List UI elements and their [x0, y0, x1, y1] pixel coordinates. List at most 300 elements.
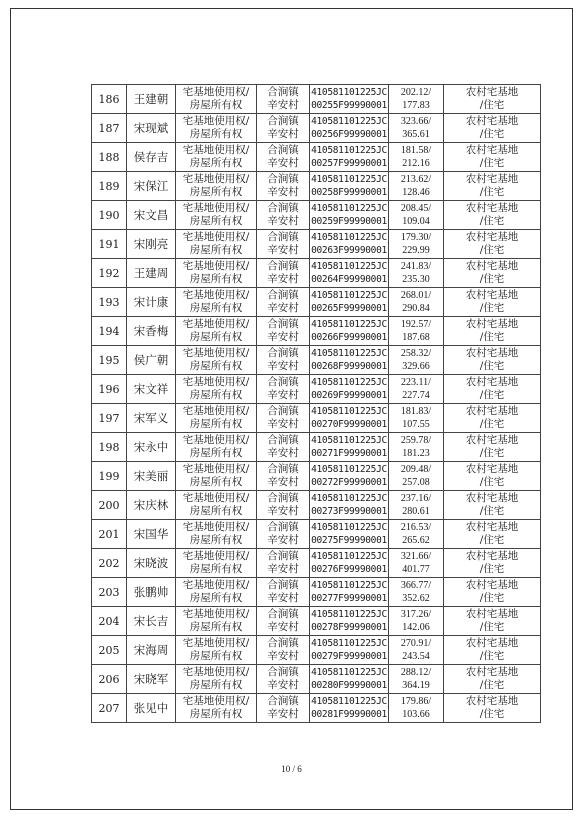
owner-name-cell: 王建朝 [127, 85, 176, 114]
registry-code-cell-line: 410581101225JC [311, 87, 387, 98]
row-number-cell: 195 [92, 346, 127, 375]
table-row [92, 346, 541, 375]
right-type-cell-line: 房屋所有权 [189, 650, 243, 662]
registry-code-cell [310, 491, 389, 520]
owner-name-cell: 宋晓军 [127, 665, 176, 694]
right-type-cell-line: 房屋所有权 [189, 592, 243, 604]
table-row [92, 433, 541, 462]
right-type-cell-line: 房屋所有权 [189, 418, 243, 430]
registry-code-cell [310, 578, 389, 607]
row-number-cell: 204 [92, 607, 127, 636]
right-type-cell [176, 433, 257, 462]
location-cell-line: 合涧镇 [267, 347, 299, 359]
registry-code-cell [310, 230, 389, 259]
owner-name-cell: 宋美丽 [127, 462, 176, 491]
registry-code-cell-line: 00280F99990001 [311, 680, 387, 691]
registry-code-cell [310, 143, 389, 172]
right-type-cell [176, 172, 257, 201]
row-number-cell: 194 [92, 317, 127, 346]
area-cell-line: 181.83/ [400, 406, 432, 417]
right-type-cell-line: 宅基地使用权/ [182, 521, 250, 533]
area-cell-line: 216.53/ [400, 522, 432, 533]
registry-code-cell [310, 433, 389, 462]
area-cell [389, 549, 444, 578]
registry-code-cell-line: 00270F99990001 [311, 419, 387, 430]
location-cell-line: 辛安村 [267, 534, 299, 546]
land-use-cell-line: 农村宅基地 [465, 318, 519, 330]
land-use-cell [444, 230, 541, 259]
area-cell-line: 235.30 [402, 274, 430, 285]
area-cell [389, 172, 444, 201]
row-number-cell: 190 [92, 201, 127, 230]
area-cell-line: 179.86/ [400, 696, 432, 707]
land-use-cell-line: /住宅 [479, 621, 505, 633]
land-use-cell-line: /住宅 [479, 331, 505, 343]
registry-code-cell-line: 00265F99990001 [311, 303, 387, 314]
land-use-cell-line: 农村宅基地 [465, 637, 519, 649]
area-cell-line: 177.83 [402, 100, 430, 111]
row-number-cell: 189 [92, 172, 127, 201]
land-use-cell [444, 607, 541, 636]
area-cell-line: 366.77/ [400, 580, 432, 591]
area-cell-line: 229.99 [402, 245, 430, 256]
right-type-cell-line: 房屋所有权 [189, 621, 243, 633]
location-cell-line: 合涧镇 [267, 550, 299, 562]
area-cell [389, 143, 444, 172]
owner-name-cell: 宋晓波 [127, 549, 176, 578]
location-cell-line: 辛安村 [267, 244, 299, 256]
location-cell-line: 辛安村 [267, 186, 299, 198]
right-type-cell-line: 宅基地使用权/ [182, 260, 250, 272]
registry-code-cell-line: 410581101225JC [311, 667, 387, 678]
right-type-cell-line: 宅基地使用权/ [182, 289, 250, 301]
registry-code-cell [310, 85, 389, 114]
row-number-cell: 203 [92, 578, 127, 607]
area-cell [389, 404, 444, 433]
land-use-cell [444, 665, 541, 694]
land-use-cell-line: 农村宅基地 [465, 202, 519, 214]
row-number-cell: 196 [92, 375, 127, 404]
document-page [10, 8, 573, 810]
right-type-cell-line: 房屋所有权 [189, 476, 243, 488]
registry-code-cell-line: 00269F99990001 [311, 390, 387, 401]
location-cell-line: 辛安村 [267, 302, 299, 314]
row-number-cell: 206 [92, 665, 127, 694]
right-type-cell [176, 143, 257, 172]
location-cell-line: 合涧镇 [267, 463, 299, 475]
land-use-cell-line: 农村宅基地 [465, 173, 519, 185]
land-use-cell-line: /住宅 [479, 679, 505, 691]
right-type-cell-line: 宅基地使用权/ [182, 202, 250, 214]
land-use-cell-line: 农村宅基地 [465, 260, 519, 272]
land-use-cell-line: 农村宅基地 [465, 347, 519, 359]
right-type-cell [176, 462, 257, 491]
location-cell [257, 520, 310, 549]
registry-code-cell [310, 404, 389, 433]
owner-name-cell: 宋保江 [127, 172, 176, 201]
land-use-cell [444, 404, 541, 433]
registry-code-cell-line: 410581101225JC [311, 580, 387, 591]
right-type-cell-line: 房屋所有权 [189, 708, 243, 720]
right-type-cell-line: 房屋所有权 [189, 360, 243, 372]
land-use-cell-line: 农村宅基地 [465, 231, 519, 243]
right-type-cell [176, 404, 257, 433]
right-type-cell [176, 346, 257, 375]
area-cell-line: 290.84 [402, 303, 430, 314]
land-use-cell [444, 85, 541, 114]
location-cell-line: 合涧镇 [267, 202, 299, 214]
owner-name-cell: 宋军义 [127, 404, 176, 433]
area-cell-line: 181.23 [402, 448, 430, 459]
right-type-cell [176, 607, 257, 636]
area-cell-line: 280.61 [402, 506, 430, 517]
right-type-cell-line: 房屋所有权 [189, 302, 243, 314]
right-type-cell [176, 549, 257, 578]
location-cell-line: 辛安村 [267, 157, 299, 169]
table-row [92, 317, 541, 346]
land-use-cell-line: 农村宅基地 [465, 463, 519, 475]
area-cell-line: 268.01/ [400, 290, 432, 301]
right-type-cell-line: 宅基地使用权/ [182, 231, 250, 243]
registry-code-cell [310, 346, 389, 375]
registry-code-cell [310, 172, 389, 201]
right-type-cell-line: 房屋所有权 [189, 215, 243, 227]
registry-code-cell [310, 288, 389, 317]
area-cell-line: 237.16/ [400, 493, 432, 504]
registry-code-cell-line: 410581101225JC [311, 261, 387, 272]
registry-code-cell-line: 00268F99990001 [311, 361, 387, 372]
area-cell-line: 258.32/ [400, 348, 432, 359]
registry-code-cell-line: 00264F99990001 [311, 274, 387, 285]
registry-code-cell-line: 00281F99990001 [311, 709, 387, 720]
location-cell-line: 合涧镇 [267, 231, 299, 243]
right-type-cell [176, 317, 257, 346]
location-cell [257, 230, 310, 259]
land-use-cell-line: 农村宅基地 [465, 492, 519, 504]
owner-name-cell: 宋计康 [127, 288, 176, 317]
land-use-cell [444, 259, 541, 288]
row-number-cell: 197 [92, 404, 127, 433]
land-use-cell [444, 172, 541, 201]
row-number-cell: 198 [92, 433, 127, 462]
right-type-cell-line: 房屋所有权 [189, 505, 243, 517]
land-use-cell-line: 农村宅基地 [465, 666, 519, 678]
land-use-cell [444, 433, 541, 462]
land-use-cell-line: /住宅 [479, 157, 505, 169]
area-cell-line: 142.06 [402, 622, 430, 633]
area-cell-line: 243.54 [402, 651, 430, 662]
registry-code-cell-line: 00271F99990001 [311, 448, 387, 459]
area-cell [389, 85, 444, 114]
location-cell [257, 462, 310, 491]
location-cell-line: 辛安村 [267, 621, 299, 633]
land-use-cell [444, 549, 541, 578]
land-use-cell [444, 317, 541, 346]
land-use-cell-line: 农村宅基地 [465, 695, 519, 707]
area-cell-line: 181.58/ [400, 145, 432, 156]
row-number-cell: 205 [92, 636, 127, 665]
area-cell [389, 578, 444, 607]
right-type-cell-line: 宅基地使用权/ [182, 115, 250, 127]
right-type-cell [176, 201, 257, 230]
land-use-cell-line: 农村宅基地 [465, 376, 519, 388]
right-type-cell-line: 宅基地使用权/ [182, 695, 250, 707]
location-cell-line: 辛安村 [267, 679, 299, 691]
land-use-cell-line: /住宅 [479, 389, 505, 401]
row-number-cell: 193 [92, 288, 127, 317]
land-use-cell-line: 农村宅基地 [465, 405, 519, 417]
row-number-cell: 199 [92, 462, 127, 491]
owner-name-cell: 宋现斌 [127, 114, 176, 143]
location-cell-line: 合涧镇 [267, 86, 299, 98]
location-cell [257, 346, 310, 375]
land-use-cell-line: 农村宅基地 [465, 289, 519, 301]
location-cell [257, 404, 310, 433]
area-cell-line: 329.66 [402, 361, 430, 372]
land-use-cell-line: /住宅 [479, 592, 505, 604]
land-use-cell [444, 462, 541, 491]
location-cell [257, 259, 310, 288]
area-cell [389, 114, 444, 143]
land-use-cell-line: /住宅 [479, 360, 505, 372]
area-cell [389, 607, 444, 636]
area-cell [389, 433, 444, 462]
owner-name-cell: 张见中 [127, 694, 176, 723]
area-cell-line: 364.19 [402, 680, 430, 691]
right-type-cell-line: 宅基地使用权/ [182, 405, 250, 417]
page-number: 10 / 6 [281, 764, 302, 774]
table-row [92, 259, 541, 288]
location-cell [257, 85, 310, 114]
registry-code-cell [310, 607, 389, 636]
right-type-cell-line: 宅基地使用权/ [182, 666, 250, 678]
registry-code-cell-line: 00273F99990001 [311, 506, 387, 517]
location-cell-line: 合涧镇 [267, 608, 299, 620]
area-cell [389, 636, 444, 665]
location-cell-line: 辛安村 [267, 215, 299, 227]
right-type-cell-line: 房屋所有权 [189, 99, 243, 111]
land-use-cell-line: /住宅 [479, 476, 505, 488]
land-use-cell [444, 694, 541, 723]
location-cell [257, 172, 310, 201]
location-cell-line: 辛安村 [267, 360, 299, 372]
location-cell [257, 201, 310, 230]
row-number-cell: 186 [92, 85, 127, 114]
area-cell-line: 212.16 [402, 158, 430, 169]
location-cell-line: 合涧镇 [267, 637, 299, 649]
land-use-cell [444, 491, 541, 520]
area-cell-line: 270.91/ [400, 638, 432, 649]
registry-code-cell [310, 114, 389, 143]
land-use-cell-line: 农村宅基地 [465, 608, 519, 620]
area-cell [389, 694, 444, 723]
owner-name-cell: 宋刚亮 [127, 230, 176, 259]
land-use-cell-line: 农村宅基地 [465, 86, 519, 98]
land-use-cell-line: /住宅 [479, 99, 505, 111]
registry-code-cell-line: 410581101225JC [311, 493, 387, 504]
registry-code-cell-line: 00279F99990001 [311, 651, 387, 662]
owner-name-cell: 宋文祥 [127, 375, 176, 404]
land-use-cell-line: /住宅 [479, 708, 505, 720]
right-type-cell [176, 114, 257, 143]
registry-code-cell-line: 00259F99990001 [311, 216, 387, 227]
right-type-cell-line: 宅基地使用权/ [182, 347, 250, 359]
location-cell [257, 665, 310, 694]
registry-code-cell [310, 636, 389, 665]
area-cell-line: 202.12/ [400, 87, 432, 98]
right-type-cell-line: 宅基地使用权/ [182, 318, 250, 330]
table-row [92, 201, 541, 230]
area-cell-line: 128.46 [402, 187, 430, 198]
area-cell-line: 187.68 [402, 332, 430, 343]
row-number-cell: 187 [92, 114, 127, 143]
registry-code-cell [310, 520, 389, 549]
land-use-cell-line: 农村宅基地 [465, 434, 519, 446]
land-use-cell-line: 农村宅基地 [465, 115, 519, 127]
row-number-cell: 192 [92, 259, 127, 288]
right-type-cell-line: 房屋所有权 [189, 447, 243, 459]
table-row [92, 404, 541, 433]
table-row [92, 143, 541, 172]
owner-name-cell: 宋香梅 [127, 317, 176, 346]
location-cell-line: 合涧镇 [267, 173, 299, 185]
land-use-cell [444, 578, 541, 607]
registry-code-cell-line: 410581101225JC [311, 551, 387, 562]
land-use-cell-line: /住宅 [479, 302, 505, 314]
location-cell-line: 辛安村 [267, 447, 299, 459]
right-type-cell-line: 宅基地使用权/ [182, 637, 250, 649]
location-cell [257, 114, 310, 143]
area-cell [389, 259, 444, 288]
right-type-cell-line: 宅基地使用权/ [182, 173, 250, 185]
registry-code-cell-line: 00263F99990001 [311, 245, 387, 256]
registry-code-cell [310, 462, 389, 491]
area-cell-line: 107.55 [402, 419, 430, 430]
location-cell-line: 辛安村 [267, 592, 299, 604]
table-row [92, 462, 541, 491]
area-cell-line: 265.62 [402, 535, 430, 546]
registry-code-cell-line: 00255F99990001 [311, 100, 387, 111]
location-cell-line: 合涧镇 [267, 579, 299, 591]
right-type-cell [176, 694, 257, 723]
table-row [92, 636, 541, 665]
area-cell [389, 491, 444, 520]
right-type-cell-line: 宅基地使用权/ [182, 434, 250, 446]
right-type-cell-line: 房屋所有权 [189, 128, 243, 140]
location-cell-line: 合涧镇 [267, 492, 299, 504]
area-cell [389, 346, 444, 375]
location-cell-line: 辛安村 [267, 505, 299, 517]
table-row [92, 230, 541, 259]
table-row [92, 375, 541, 404]
owner-name-cell: 宋庆林 [127, 491, 176, 520]
location-cell-line: 辛安村 [267, 389, 299, 401]
area-cell-line: 103.66 [402, 709, 430, 720]
location-cell-line: 合涧镇 [267, 434, 299, 446]
location-cell-line: 合涧镇 [267, 289, 299, 301]
right-type-cell [176, 85, 257, 114]
right-type-cell-line: 宅基地使用权/ [182, 550, 250, 562]
area-cell-line: 288.12/ [400, 667, 432, 678]
registry-code-cell-line: 00278F99990001 [311, 622, 387, 633]
row-number-cell: 188 [92, 143, 127, 172]
owner-name-cell: 宋永中 [127, 433, 176, 462]
table-row [92, 85, 541, 114]
land-use-cell-line: /住宅 [479, 534, 505, 546]
location-cell-line: 辛安村 [267, 331, 299, 343]
location-cell-line: 辛安村 [267, 563, 299, 575]
land-use-cell-line: /住宅 [479, 215, 505, 227]
area-cell [389, 201, 444, 230]
location-cell-line: 合涧镇 [267, 318, 299, 330]
right-type-cell-line: 房屋所有权 [189, 563, 243, 575]
location-cell [257, 143, 310, 172]
land-use-cell-line: /住宅 [479, 650, 505, 662]
right-type-cell [176, 578, 257, 607]
location-cell-line: 辛安村 [267, 128, 299, 140]
right-type-cell-line: 宅基地使用权/ [182, 144, 250, 156]
location-cell-line: 合涧镇 [267, 376, 299, 388]
owner-name-cell: 宋长吉 [127, 607, 176, 636]
land-use-cell-line: 农村宅基地 [465, 521, 519, 533]
registry-code-cell-line: 00256F99990001 [311, 129, 387, 140]
area-cell [389, 520, 444, 549]
location-cell-line: 合涧镇 [267, 695, 299, 707]
area-cell [389, 230, 444, 259]
area-cell-line: 227.74 [402, 390, 430, 401]
land-use-cell [444, 201, 541, 230]
right-type-cell-line: 宅基地使用权/ [182, 463, 250, 475]
right-type-cell-line: 房屋所有权 [189, 331, 243, 343]
area-cell-line: 109.04 [402, 216, 430, 227]
table-row [92, 665, 541, 694]
owner-name-cell: 宋海周 [127, 636, 176, 665]
registry-code-cell-line: 410581101225JC [311, 638, 387, 649]
area-cell-line: 209.48/ [400, 464, 432, 475]
row-number-cell: 207 [92, 694, 127, 723]
land-use-cell [444, 143, 541, 172]
area-cell-line: 257.08 [402, 477, 430, 488]
table-row [92, 549, 541, 578]
area-cell-line: 241.83/ [400, 261, 432, 272]
table-row [92, 578, 541, 607]
location-cell [257, 578, 310, 607]
location-cell-line: 合涧镇 [267, 144, 299, 156]
land-use-cell [444, 288, 541, 317]
area-cell-line: 365.61 [402, 129, 430, 140]
right-type-cell-line: 房屋所有权 [189, 186, 243, 198]
land-use-cell-line: /住宅 [479, 505, 505, 517]
area-cell-line: 192.57/ [400, 319, 432, 330]
owner-name-cell: 侯广朝 [127, 346, 176, 375]
land-use-cell-line: /住宅 [479, 418, 505, 430]
location-cell [257, 375, 310, 404]
area-cell [389, 665, 444, 694]
row-number-cell: 200 [92, 491, 127, 520]
registry-code-cell-line: 410581101225JC [311, 377, 387, 388]
location-cell-line: 辛安村 [267, 708, 299, 720]
registry-code-cell-line: 410581101225JC [311, 522, 387, 533]
registry-code-cell [310, 549, 389, 578]
right-type-cell-line: 房屋所有权 [189, 389, 243, 401]
registry-code-cell-line: 410581101225JC [311, 203, 387, 214]
registry-code-cell-line: 410581101225JC [311, 174, 387, 185]
area-cell [389, 375, 444, 404]
location-cell-line: 辛安村 [267, 650, 299, 662]
owner-name-cell: 张鹏帅 [127, 578, 176, 607]
land-use-cell-line: /住宅 [479, 186, 505, 198]
right-type-cell-line: 宅基地使用权/ [182, 579, 250, 591]
